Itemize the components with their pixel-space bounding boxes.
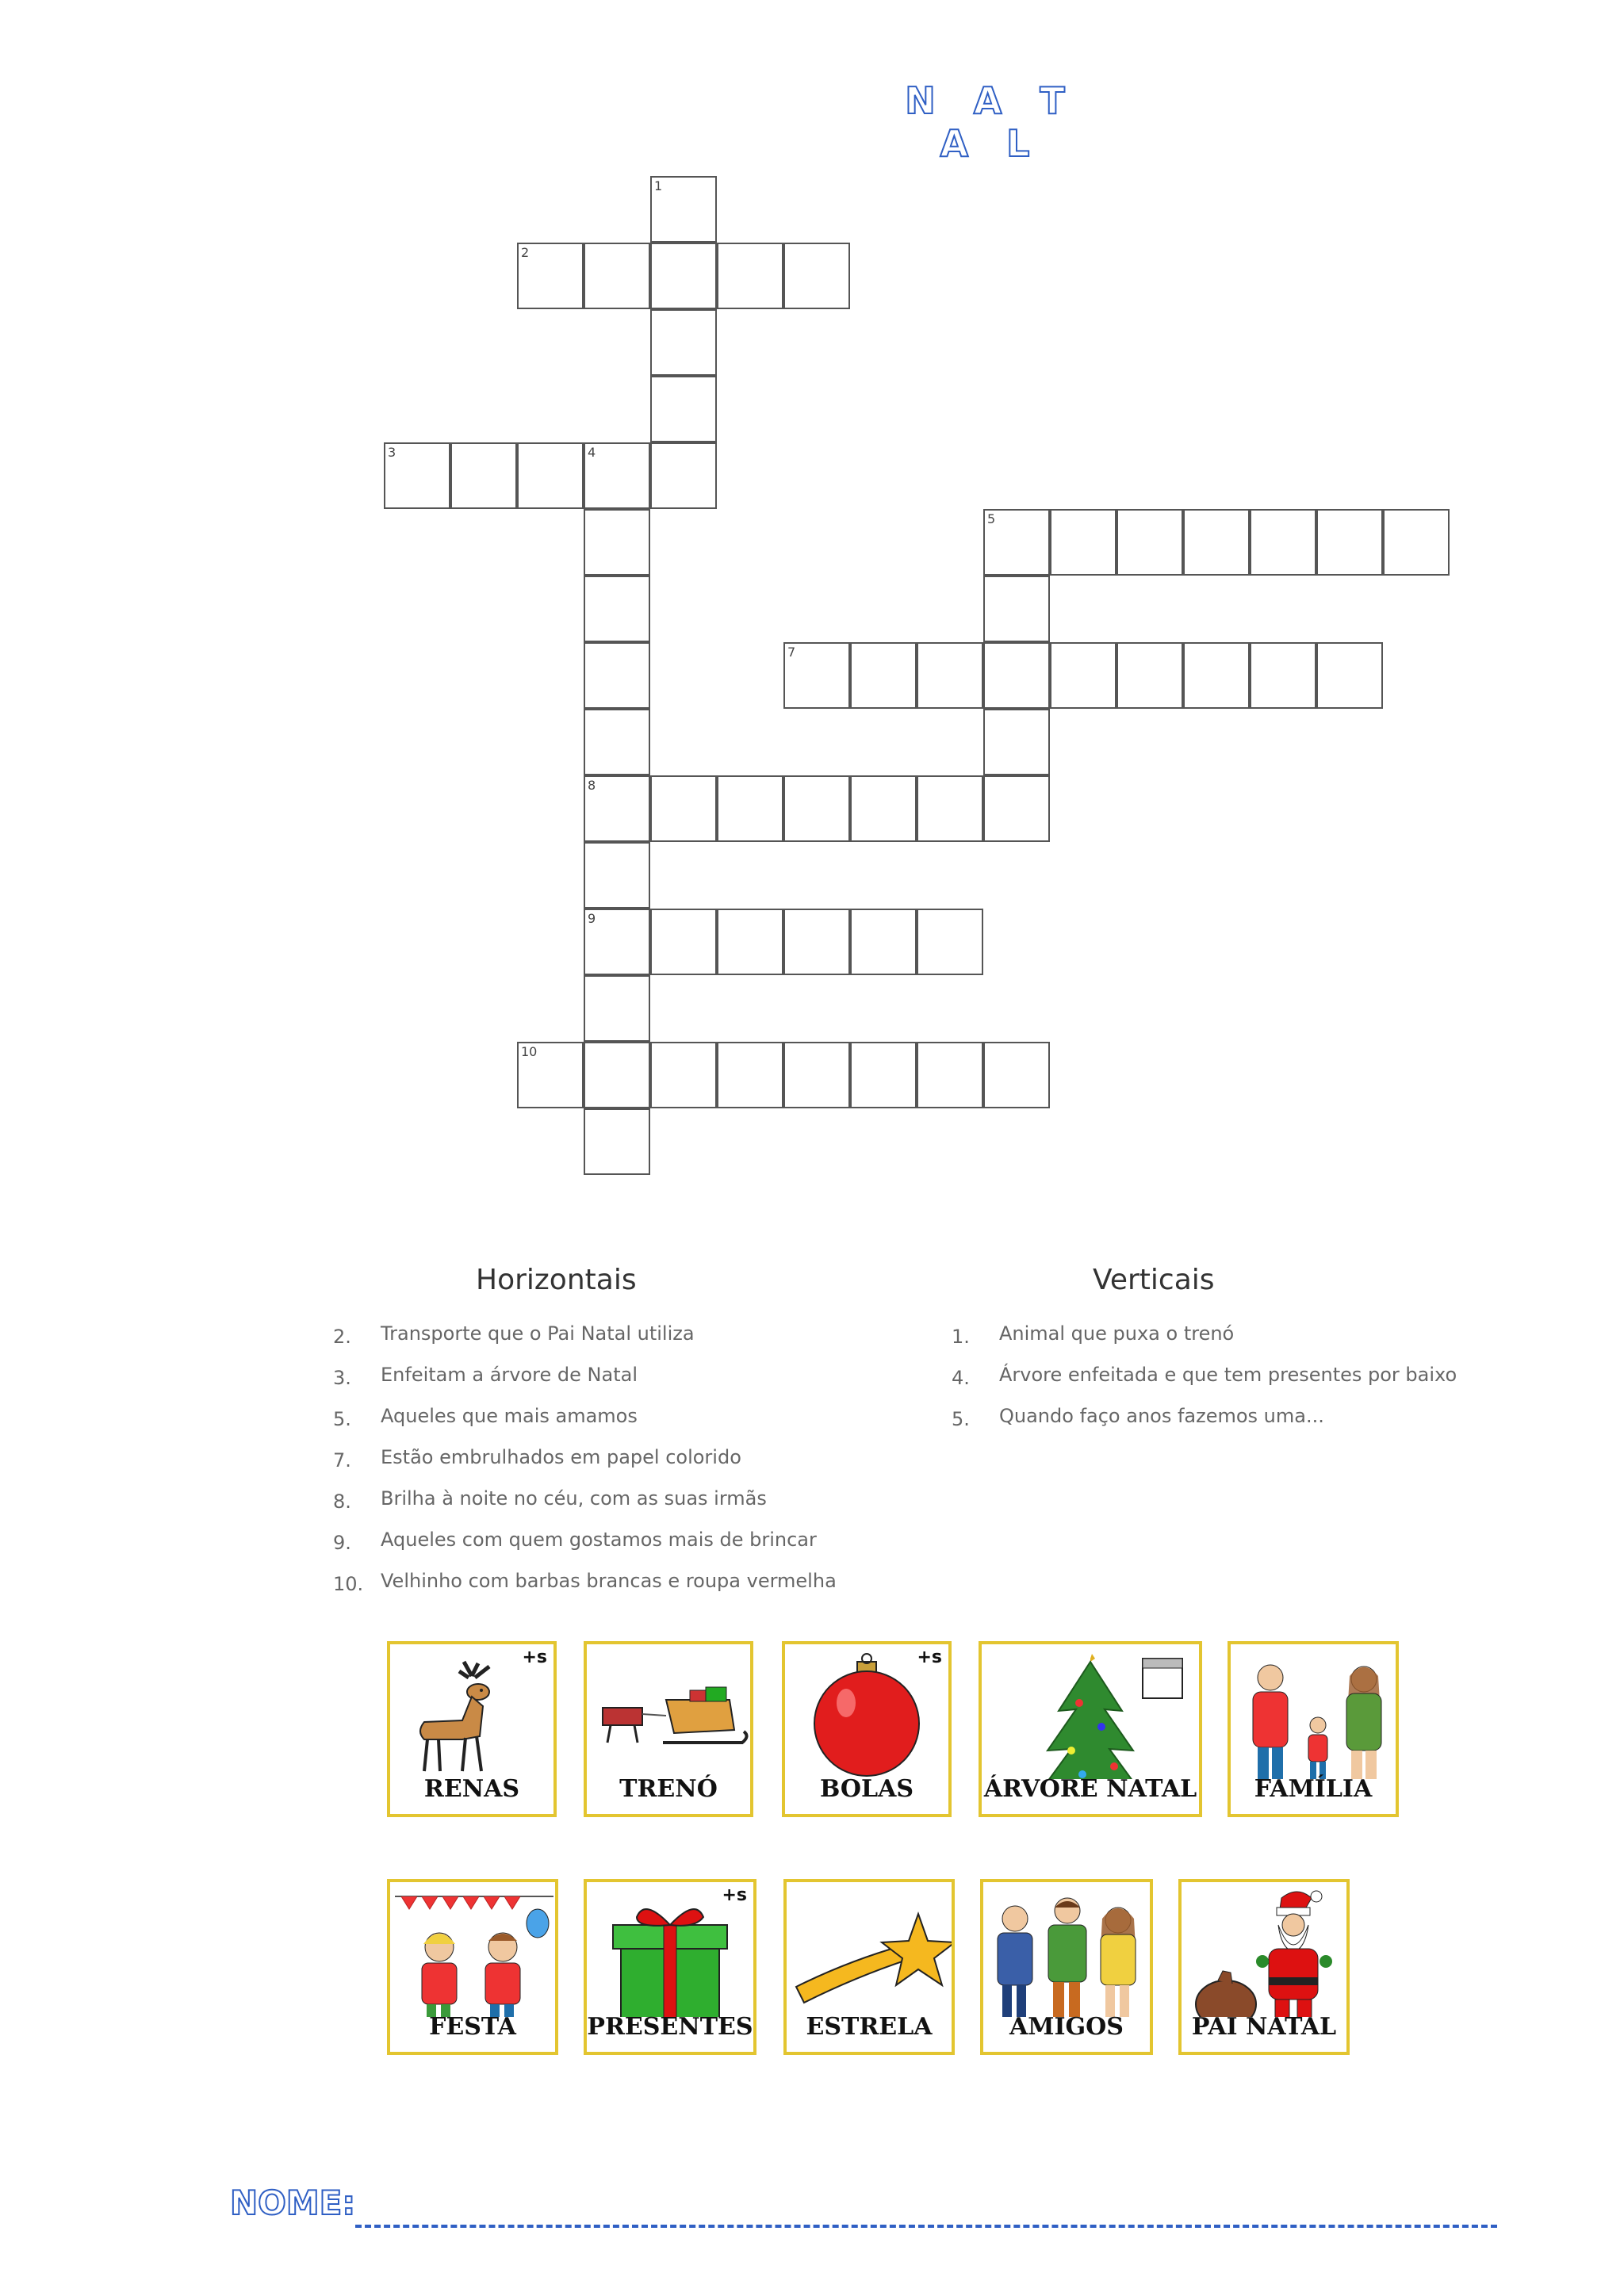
card-label: FAMÍLIA <box>1254 1775 1373 1803</box>
crossword-cell[interactable] <box>1383 509 1450 576</box>
horizontais-heading: Horizontais <box>476 1264 637 1296</box>
card-label: FESTA <box>429 2013 516 2041</box>
crossword-cell[interactable] <box>650 176 717 243</box>
clue-index: 4. <box>952 1367 970 1389</box>
crossword-cell[interactable] <box>917 909 983 975</box>
christmas-tree-icon <box>982 1644 1199 1779</box>
word-card <box>1178 1879 1350 2055</box>
crossword-cell[interactable] <box>1250 509 1316 576</box>
crossword-cell[interactable] <box>650 1042 717 1108</box>
verticais-clue <box>952 1405 1507 1446</box>
crossword-cell[interactable] <box>1316 642 1383 709</box>
crossword-cell[interactable] <box>650 243 717 309</box>
verticais-heading: Verticais <box>1093 1264 1215 1296</box>
clue-text: Brilha à noite no céu, com as suas irmãs <box>381 1487 767 1510</box>
crossword-cell[interactable] <box>584 509 650 576</box>
clue-index: 5. <box>952 1408 970 1430</box>
clue-text: Transporte que o Pai Natal utiliza <box>381 1322 695 1345</box>
crossword-cell[interactable] <box>650 775 717 842</box>
crossword-cell[interactable] <box>717 909 783 975</box>
plural-marker: +s <box>522 1647 547 1667</box>
crossword-cell[interactable] <box>1050 642 1116 709</box>
party-icon <box>390 1882 555 2017</box>
crossword-cell[interactable] <box>1050 509 1116 576</box>
word-card <box>782 1641 952 1817</box>
crossword-cell[interactable] <box>584 909 650 975</box>
santa-icon <box>1182 1882 1346 2017</box>
clue-index: 8. <box>333 1490 351 1513</box>
crossword-cell[interactable] <box>1250 642 1316 709</box>
clue-number: 9 <box>588 911 596 926</box>
clue-number: 1 <box>654 178 663 193</box>
crossword-cell[interactable] <box>650 442 717 509</box>
crossword-cell[interactable] <box>384 442 450 509</box>
horizontais-clue <box>333 1529 888 1570</box>
crossword-cell[interactable] <box>783 775 850 842</box>
crossword-cell[interactable] <box>584 1108 650 1175</box>
crossword-cell[interactable] <box>1116 509 1183 576</box>
crossword-cell[interactable] <box>917 775 983 842</box>
horizontais-clue <box>333 1322 888 1364</box>
card-label: TRENÓ <box>619 1775 718 1803</box>
card-label: ÁRVORE NATAL <box>983 1775 1197 1803</box>
card-label: RENAS <box>423 1775 520 1803</box>
clue-index: 2. <box>333 1326 351 1348</box>
clue-text: Aqueles com quem gostamos mais de brincar <box>381 1529 817 1551</box>
word-card <box>1228 1641 1399 1817</box>
verticais-clue-list <box>952 1322 1507 1446</box>
clue-text: Árvore enfeitada e que tem presentes por baixo <box>999 1364 1457 1386</box>
crossword-cell[interactable] <box>1316 509 1383 576</box>
crossword-cell[interactable] <box>983 509 1050 576</box>
crossword-cell[interactable] <box>983 642 1050 709</box>
crossword-cell[interactable] <box>917 1042 983 1108</box>
crossword-cell[interactable] <box>584 576 650 642</box>
clue-index: 1. <box>952 1326 970 1348</box>
crossword-cell[interactable] <box>917 642 983 709</box>
crossword-cell[interactable] <box>783 642 850 709</box>
crossword-cell[interactable] <box>584 243 650 309</box>
card-label: PAI NATAL <box>1191 2013 1337 2041</box>
sleigh-icon <box>587 1644 750 1779</box>
card-label: ESTRELA <box>806 2013 933 2041</box>
card-label: AMIGOS <box>1009 2013 1124 2041</box>
shooting-star-icon <box>787 1882 952 2017</box>
card-label: BOLAS <box>819 1775 914 1803</box>
crossword-cell[interactable] <box>983 576 1050 642</box>
clue-text: Velhinho com barbas brancas e roupa vermelha <box>381 1570 837 1592</box>
plural-marker: +s <box>722 1885 747 1905</box>
crossword-cell[interactable] <box>717 1042 783 1108</box>
friends-icon <box>983 1882 1150 2017</box>
plural-marker: +s <box>917 1647 942 1667</box>
clue-number: 8 <box>588 778 596 793</box>
word-card <box>584 1641 753 1817</box>
page-title: N A T A L <box>905 79 1078 165</box>
crossword-cell[interactable] <box>717 775 783 842</box>
clue-number: 10 <box>521 1044 538 1059</box>
crossword-cell[interactable] <box>1183 509 1250 576</box>
verticais-clue <box>952 1322 1507 1364</box>
crossword-cell[interactable] <box>983 1042 1050 1108</box>
crossword-cell[interactable] <box>584 775 650 842</box>
clue-index: 10. <box>333 1573 364 1595</box>
crossword-cell[interactable] <box>783 243 850 309</box>
horizontais-clue <box>333 1405 888 1446</box>
horizontais-clue <box>333 1446 888 1487</box>
crossword-cell[interactable] <box>517 243 584 309</box>
clue-index: 5. <box>333 1408 351 1430</box>
clue-text: Estão embrulhados em papel colorido <box>381 1446 741 1468</box>
clue-text: Aqueles que mais amamos <box>381 1405 638 1427</box>
word-card <box>979 1641 1202 1817</box>
crossword-cell[interactable] <box>650 376 717 442</box>
clue-number: 4 <box>588 445 596 460</box>
crossword-cell[interactable] <box>450 442 517 509</box>
verticais-clue <box>952 1364 1507 1405</box>
word-card <box>387 1641 557 1817</box>
crossword-cell[interactable] <box>584 442 650 509</box>
crossword-cell[interactable] <box>783 1042 850 1108</box>
clue-number: 5 <box>987 511 996 526</box>
clue-number: 2 <box>521 245 530 260</box>
crossword-cell[interactable] <box>584 709 650 775</box>
crossword-cell[interactable] <box>983 709 1050 775</box>
crossword-cell[interactable] <box>517 1042 584 1108</box>
word-card <box>387 1879 558 2055</box>
horizontais-clue-list <box>333 1322 888 1611</box>
crossword-cell[interactable] <box>850 909 917 975</box>
crossword-cell[interactable] <box>850 1042 917 1108</box>
word-card <box>584 1879 756 2055</box>
crossword-cell[interactable] <box>1183 642 1250 709</box>
crossword-cell[interactable] <box>517 442 584 509</box>
crossword-cell[interactable] <box>983 775 1050 842</box>
word-card <box>980 1879 1153 2055</box>
clue-index: 7. <box>333 1449 351 1471</box>
crossword-cell[interactable] <box>584 642 650 709</box>
horizontais-clue <box>333 1570 888 1611</box>
crossword-cell[interactable] <box>650 909 717 975</box>
clue-text: Animal que puxa o trenó <box>999 1322 1235 1345</box>
crossword-cell[interactable] <box>584 1042 650 1108</box>
crossword-cell[interactable] <box>850 642 917 709</box>
card-label: PRESENTES <box>587 2013 753 2041</box>
nome-label: NOME: <box>230 2183 356 2222</box>
crossword-cell[interactable] <box>783 909 850 975</box>
crossword-cell[interactable] <box>717 243 783 309</box>
word-card <box>783 1879 955 2055</box>
clue-number: 7 <box>787 645 796 660</box>
crossword-cell[interactable] <box>850 775 917 842</box>
clue-index: 3. <box>333 1367 351 1389</box>
clue-index: 9. <box>333 1532 351 1554</box>
crossword-cell[interactable] <box>1116 642 1183 709</box>
crossword-cell[interactable] <box>650 309 717 376</box>
horizontais-clue <box>333 1364 888 1405</box>
clue-text: Quando faço anos fazemos uma... <box>999 1405 1324 1427</box>
family-icon <box>1231 1644 1396 1779</box>
horizontais-clue <box>333 1487 888 1529</box>
clue-number: 3 <box>388 445 396 460</box>
crossword-cell[interactable] <box>584 842 650 909</box>
nome-line[interactable] <box>355 2225 1497 2228</box>
crossword-cell[interactable] <box>584 975 650 1042</box>
clue-text: Enfeitam a árvore de Natal <box>381 1364 638 1386</box>
